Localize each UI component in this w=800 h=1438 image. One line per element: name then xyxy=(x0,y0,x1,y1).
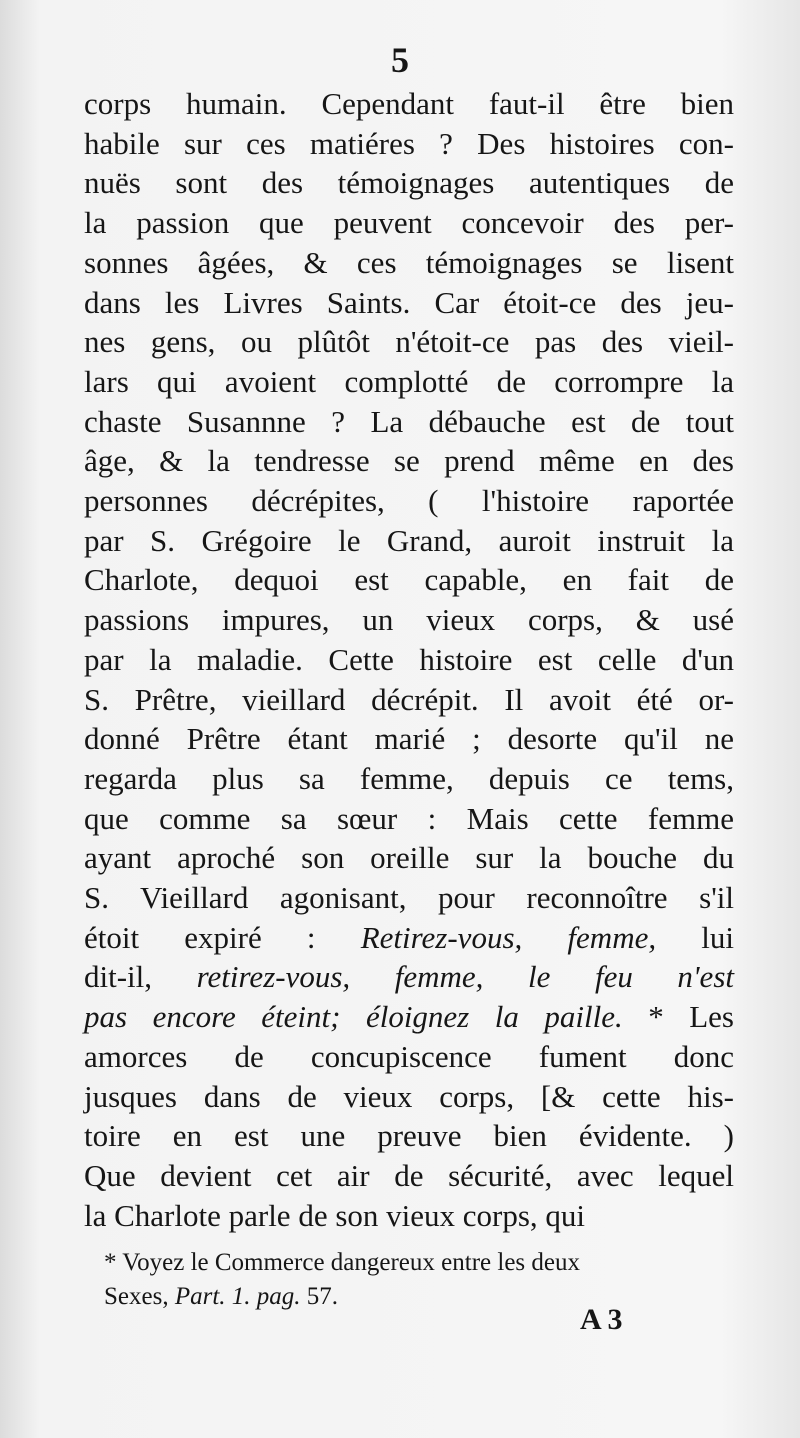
roman-text: Sexes, xyxy=(104,1283,175,1310)
text-line: lars qui avoient complotté de corrompre la xyxy=(84,363,734,399)
text-line: donné Prêtre étant marié ; desorte qu'il ne xyxy=(84,721,734,757)
text-line: personnes décrépites, ( l'histoire raportée xyxy=(84,483,734,519)
italic-reference: Part. 1. pag. xyxy=(174,1283,301,1310)
roman-text: * Les xyxy=(622,999,734,1035)
roman-text: lui xyxy=(656,919,734,955)
text-line: S. Prêtre, vieillard décrépit. Il avoit été or- xyxy=(84,681,734,717)
body-text xyxy=(84,84,734,1235)
footnote-line: * Voyez le Commerce dangereux entre les deux xyxy=(104,1249,580,1276)
page-number: 5 xyxy=(391,40,409,80)
roman-text: dit-il, xyxy=(84,959,197,995)
text-line: chaste Susannne ? La débauche est de tout xyxy=(84,403,734,439)
italic-quote: pas encore éteint; éloignez la paille. xyxy=(84,999,623,1035)
roman-text: étoit expiré : xyxy=(84,919,361,955)
text-line xyxy=(84,997,734,1037)
text-line: habile sur ces matiéres ? Des histoires con- xyxy=(84,125,734,161)
text-line xyxy=(84,957,734,997)
text-line: par la maladie. Cette histoire est celle d'un xyxy=(84,641,734,677)
text-line: ayant aproché son oreille sur la bouche du xyxy=(84,840,734,876)
text-line: Que devient cet air de sécurité, avec lequel xyxy=(84,1157,734,1193)
text-line: nuës sont des témoignages autentiques de xyxy=(84,165,734,201)
footnote-line xyxy=(104,1280,724,1314)
signature-mark: A 3 xyxy=(580,1303,623,1336)
text-line xyxy=(84,918,734,958)
text-line: S. Vieillard agonisant, pour reconnoître s'il xyxy=(84,880,734,916)
roman-text: 57. xyxy=(300,1283,339,1310)
text-line: la passion que peuvent concevoir des per- xyxy=(84,205,734,241)
text-line: nes gens, ou plûtôt n'étoit-ce pas des vieil- xyxy=(84,324,734,360)
text-line: regarda plus sa femme, depuis ce tems, xyxy=(84,760,734,796)
text-line: jusques dans de vieux corps, [& cette his- xyxy=(84,1078,734,1114)
italic-quote: retirez-vous, femme, le feu n'est xyxy=(196,959,734,995)
text-line: que comme sa sœur : Mais cette femme xyxy=(84,800,734,836)
text-line: amorces de concupiscence fument donc xyxy=(84,1038,734,1074)
text-line: par S. Grégoire le Grand, auroit instruit la xyxy=(84,522,734,558)
text-line: passions impures, un vieux corps, & usé xyxy=(84,602,734,638)
text-line: Charlote, dequoi est capable, en fait de xyxy=(84,562,734,598)
text-line: corps humain. Cependant faut-il être bien xyxy=(84,86,734,121)
text-line: âge, & la tendresse se prend même en des xyxy=(84,443,734,479)
text-line: sonnes âgées, & ces témoignages se lisent xyxy=(84,244,734,280)
text-line: toire en est une preuve bien évidente. ) xyxy=(84,1118,734,1154)
footnote xyxy=(104,1246,724,1314)
text-line: dans les Livres Saints. Car étoit-ce des jeu- xyxy=(84,284,734,320)
italic-quote: Retirez-vous, femme, xyxy=(360,919,657,955)
text-line: la Charlote parle de son vieux corps, qui xyxy=(84,1197,586,1233)
